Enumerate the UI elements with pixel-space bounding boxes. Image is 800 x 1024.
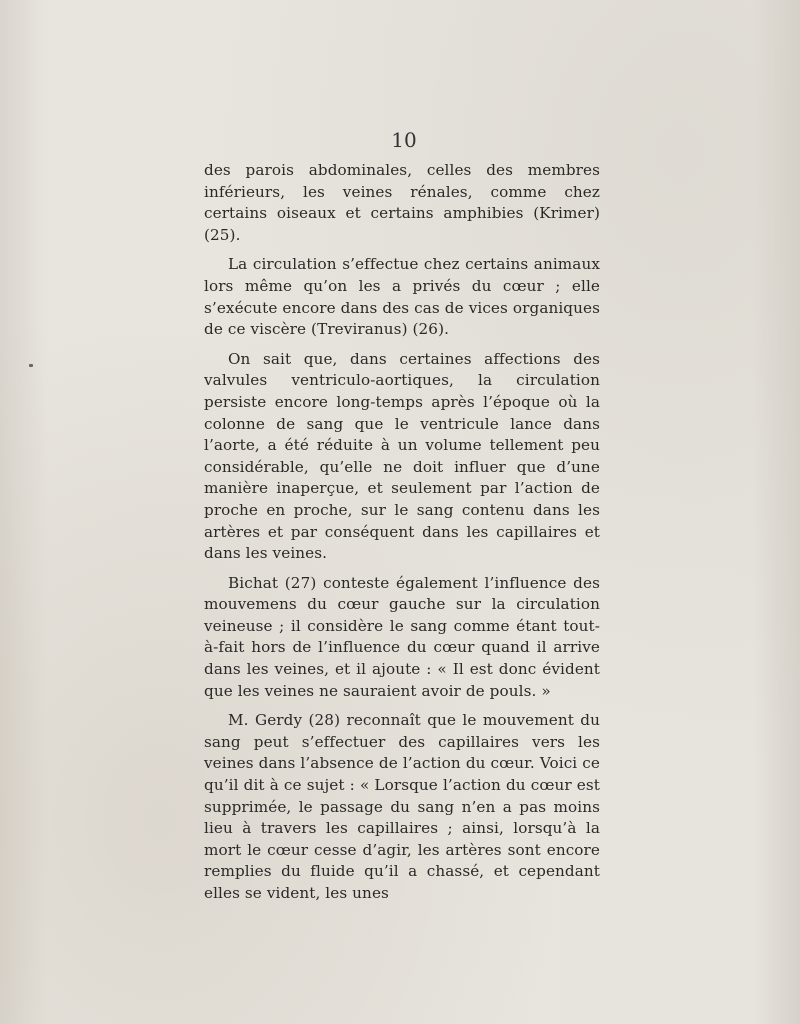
paragraph-3: On sait que, dans certaines affections des valvules ventriculo-aortiques, la circulation persiste encore long-temps après l’époque où la colonne de sang que le ventricule lance dans l’aorte, a été réduite à un volume tellement peu considérable, qu’elle ne doit influer que d’une manière inaperçue, et seulement par l’action de proche en proche, sur le sang contenu dans les artères et par conséquent dans les capillaires et dans les veines. (204, 349, 600, 563)
margin-mark (29, 364, 33, 367)
paragraph-2: La circulation s’effectue chez certains animaux lors même qu’on les a privés du cœur ; elle s’exécute encore dans des cas de vices organiques de ce viscère (Treviranus) (26). (204, 255, 600, 339)
paragraph-5: M. Gerdy (28) reconnaît que le mouvement du sang peut s’effectuer des capillaires vers les veines dans l’absence de l’action du cœur. Voici ce qu’il dit à ce sujet : « Lorsque l’action du cœur est supprimée, le passage du sang n’en a pas moins lieu à travers les capillaires ; ainsi, lorsqu’à la mort le cœur cesse d’agir, les artères sont encore remplies du fluide qu’il a chassé, et cependant elles se vident, les unes (204, 711, 600, 902)
body-text (204, 160, 600, 913)
paragraph-1: des parois abdominales, celles des membres inférieurs, les veines rénales, comme chez certains oiseaux et certains amphibies (Krimer) (25). (204, 161, 600, 244)
page-number: 10 (391, 128, 417, 152)
paragraph-4: Bichat (27) conteste également l’influence des mouvemens du cœur gauche sur la circulation veineuse ; il considère le sang comme étant tout-à-fait hors de l’influence du cœur quand il arrive dans les veines, et il ajoute : « Il est donc évident que les veines ne sauraient avoir de pouls. » (204, 573, 600, 700)
